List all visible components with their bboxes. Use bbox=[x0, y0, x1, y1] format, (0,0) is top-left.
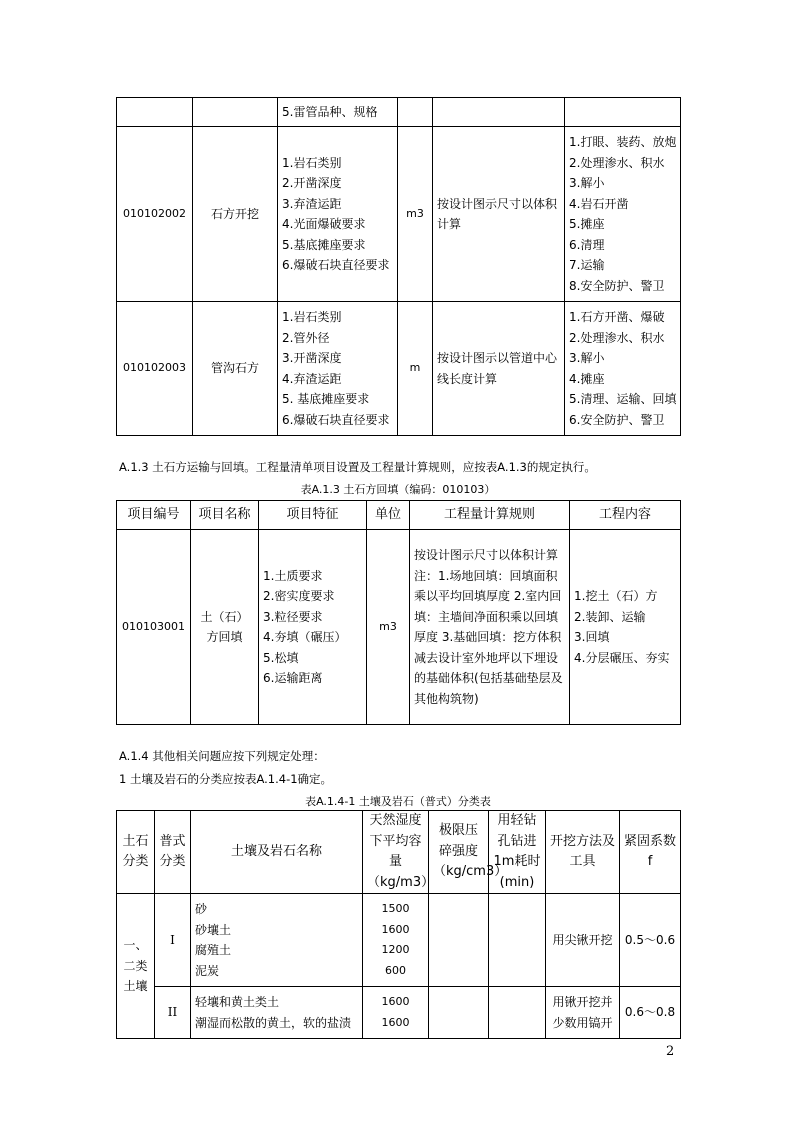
soil-name: 砂壤土 bbox=[195, 922, 232, 937]
table-row bbox=[117, 530, 681, 725]
feature-item: 6.爆破石块直径要求 bbox=[282, 258, 390, 272]
strength-cell bbox=[429, 987, 489, 1039]
content-item: 4.岩石开凿 bbox=[569, 196, 629, 211]
content-cell bbox=[570, 530, 681, 725]
method-cell: 用锹开挖并少数用镐开 bbox=[546, 987, 620, 1039]
group-cell: 一、二类土壤 bbox=[117, 894, 155, 1039]
column-header: 普式分类 bbox=[155, 811, 191, 894]
soil-name: 潮湿而松散的黄土，软的盐渍 bbox=[195, 1015, 352, 1030]
soil-classification-table bbox=[116, 810, 681, 1039]
soil-name: 腐殖土 bbox=[195, 943, 232, 957]
unit-cell bbox=[398, 98, 433, 127]
soil-name: 轻壤和黄土类土 bbox=[195, 995, 280, 1009]
table-caption: 表A.1.3 土石方回填（编码：010103） bbox=[300, 483, 496, 496]
feature-item: 3.粒径要求 bbox=[263, 609, 323, 624]
column-header: 项目特征 bbox=[259, 501, 367, 530]
column-header: 工程内容 bbox=[570, 501, 681, 530]
column-header: 工程量计算规则 bbox=[410, 501, 570, 530]
table-row bbox=[117, 98, 681, 127]
feature-item: 1.岩石类别 bbox=[282, 155, 342, 170]
feature-item: 2.管外径 bbox=[282, 330, 330, 345]
feature-item: 5.松填 bbox=[263, 650, 299, 665]
page-number: 2 bbox=[666, 1044, 675, 1059]
feature-item: 2.密实度要求 bbox=[263, 589, 335, 603]
rule-cell: 按设计图示以管道中心线长度计算 bbox=[433, 302, 565, 436]
table-row bbox=[117, 987, 681, 1039]
name-cell: 石方开挖 bbox=[193, 127, 278, 302]
density-value: 1600 bbox=[381, 1015, 410, 1029]
table-header-row bbox=[117, 501, 681, 530]
code-cell: 010102002 bbox=[117, 127, 193, 302]
features-cell bbox=[278, 302, 398, 436]
density-value: 1600 bbox=[381, 995, 410, 1008]
density-value: 1600 bbox=[381, 922, 410, 936]
content-item: 5.清理、运输、回填 bbox=[569, 392, 677, 406]
content-item: 2.处理渗水、积水 bbox=[569, 155, 665, 170]
features-cell bbox=[259, 530, 367, 725]
column-header: 开挖方法及工具 bbox=[546, 811, 620, 894]
content-item: 4.摊座 bbox=[569, 371, 605, 386]
feature-item: 4.光面爆破要求 bbox=[282, 217, 366, 231]
feature-item: 1.土质要求 bbox=[263, 568, 323, 583]
density-cell bbox=[363, 894, 429, 987]
density-value: 1200 bbox=[381, 943, 410, 956]
feature-item: 5. 基底摊座要求 bbox=[282, 392, 370, 406]
coef-cell: 0.5～0.6 bbox=[620, 894, 681, 987]
content-item: 4.分层碾压、夯实 bbox=[574, 650, 670, 665]
class-cell: I bbox=[155, 894, 191, 987]
column-header: 项目名称 bbox=[191, 501, 259, 530]
content-cell bbox=[565, 302, 681, 436]
rule-cell bbox=[433, 98, 565, 127]
table-row bbox=[117, 894, 681, 987]
code-cell bbox=[117, 98, 193, 127]
table-row bbox=[117, 127, 681, 302]
section-paragraph: A.1.3 土石方运输与回填。工程量清单项目设置及工程量计算规则，应按表A.1.3的规定执行。 bbox=[119, 460, 596, 474]
excavation-table bbox=[116, 97, 681, 436]
content-item: 6.清理 bbox=[569, 237, 605, 252]
name-cell bbox=[193, 98, 278, 127]
content-item: 3.回填 bbox=[574, 630, 610, 644]
feature-item: 3.开凿深度 bbox=[282, 351, 342, 365]
method-cell: 用尖锹开挖 bbox=[546, 894, 620, 987]
column-header: 用轻钻孔钻进1m耗时(min) bbox=[489, 811, 546, 894]
feature-item: 6.爆破石块直径要求 bbox=[282, 412, 390, 427]
unit-cell: m bbox=[398, 302, 433, 436]
strength-cell bbox=[429, 894, 489, 987]
density-value: 600 bbox=[385, 963, 406, 977]
features-cell: 5.雷管品种、规格 bbox=[278, 98, 398, 127]
rule-cell: 按设计图示尺寸以体积计算 bbox=[433, 127, 565, 302]
feature-item: 4.弃渣运距 bbox=[282, 371, 342, 386]
density-value: 1500 bbox=[381, 902, 410, 915]
content-item: 2.处理渗水、积水 bbox=[569, 330, 665, 345]
content-cell bbox=[565, 127, 681, 302]
features-cell bbox=[278, 127, 398, 302]
column-header: 土壤及岩石名称 bbox=[191, 811, 363, 894]
name-cell: 土（石）方回填 bbox=[191, 530, 259, 725]
soil-name: 砂 bbox=[195, 902, 208, 916]
content-item: 3.解小 bbox=[569, 351, 605, 365]
column-header: 紧固系数f bbox=[620, 811, 681, 894]
feature-item: 6.运输距离 bbox=[263, 671, 323, 685]
coef-cell: 0.6～0.8 bbox=[620, 987, 681, 1039]
code-cell: 010103001 bbox=[117, 530, 191, 725]
feature-item: 2.开凿深度 bbox=[282, 176, 342, 190]
table-caption: 表A.1.4-1 土壤及岩石（普式）分类表 bbox=[305, 795, 491, 808]
content-item: 2.装卸、运输 bbox=[574, 609, 646, 624]
column-header: 项目编号 bbox=[117, 501, 191, 530]
drill-cell bbox=[489, 987, 546, 1039]
rule-cell: 按设计图示尺寸以体积计算注：1.场地回填：回填面积乘以平均回填厚度 2.室内回填：主墙间净面积乘以回填厚度 3.基础回填：挖方体积减去设计室外地坪以下埋设的基础体积(包括基础垫层及其他构筑物) bbox=[410, 530, 570, 725]
backfill-table bbox=[116, 500, 681, 725]
unit-cell: m3 bbox=[398, 127, 433, 302]
column-header: 天然湿度下平均容量（kg/m3） bbox=[363, 811, 429, 894]
table-row bbox=[117, 302, 681, 436]
content-item: 7.运输 bbox=[569, 258, 605, 272]
content-item: 1.挖土（石）方 bbox=[574, 589, 658, 603]
names-cell bbox=[191, 894, 363, 987]
content-item: 6.安全防护、警卫 bbox=[569, 412, 665, 427]
names-cell bbox=[191, 987, 363, 1039]
section-paragraph: A.1.4 其他相关问题应按下列规定处理： bbox=[119, 749, 325, 763]
feature-item: 4.夯填（碾压） bbox=[263, 630, 347, 644]
content-item: 1.打眼、装药、放炮 bbox=[569, 135, 677, 149]
content-item: 8.安全防护、警卫 bbox=[569, 278, 665, 293]
name-cell: 管沟石方 bbox=[193, 302, 278, 436]
feature-item: 3.弃渣运距 bbox=[282, 196, 342, 211]
content-cell bbox=[565, 98, 681, 127]
column-header: 土石分类 bbox=[117, 811, 155, 894]
column-header: 单位 bbox=[367, 501, 410, 530]
drill-cell bbox=[489, 894, 546, 987]
section-paragraph: 1 土壤及岩石的分类应按表A.1.4-1确定。 bbox=[119, 772, 333, 786]
code-cell: 010102003 bbox=[117, 302, 193, 436]
content-item: 3.解小 bbox=[569, 176, 605, 190]
soil-name: 泥炭 bbox=[195, 963, 220, 978]
unit-cell: m3 bbox=[367, 530, 410, 725]
content-item: 1.石方开凿、爆破 bbox=[569, 310, 665, 324]
column-header: 极限压碎强度（kg/cm3） bbox=[429, 811, 489, 894]
density-cell bbox=[363, 987, 429, 1039]
class-cell: II bbox=[155, 987, 191, 1039]
content-item: 5.摊座 bbox=[569, 217, 605, 231]
feature-item: 1.岩石类别 bbox=[282, 310, 342, 324]
table-header-row bbox=[117, 811, 681, 894]
feature-item: 5.基底摊座要求 bbox=[282, 237, 366, 252]
